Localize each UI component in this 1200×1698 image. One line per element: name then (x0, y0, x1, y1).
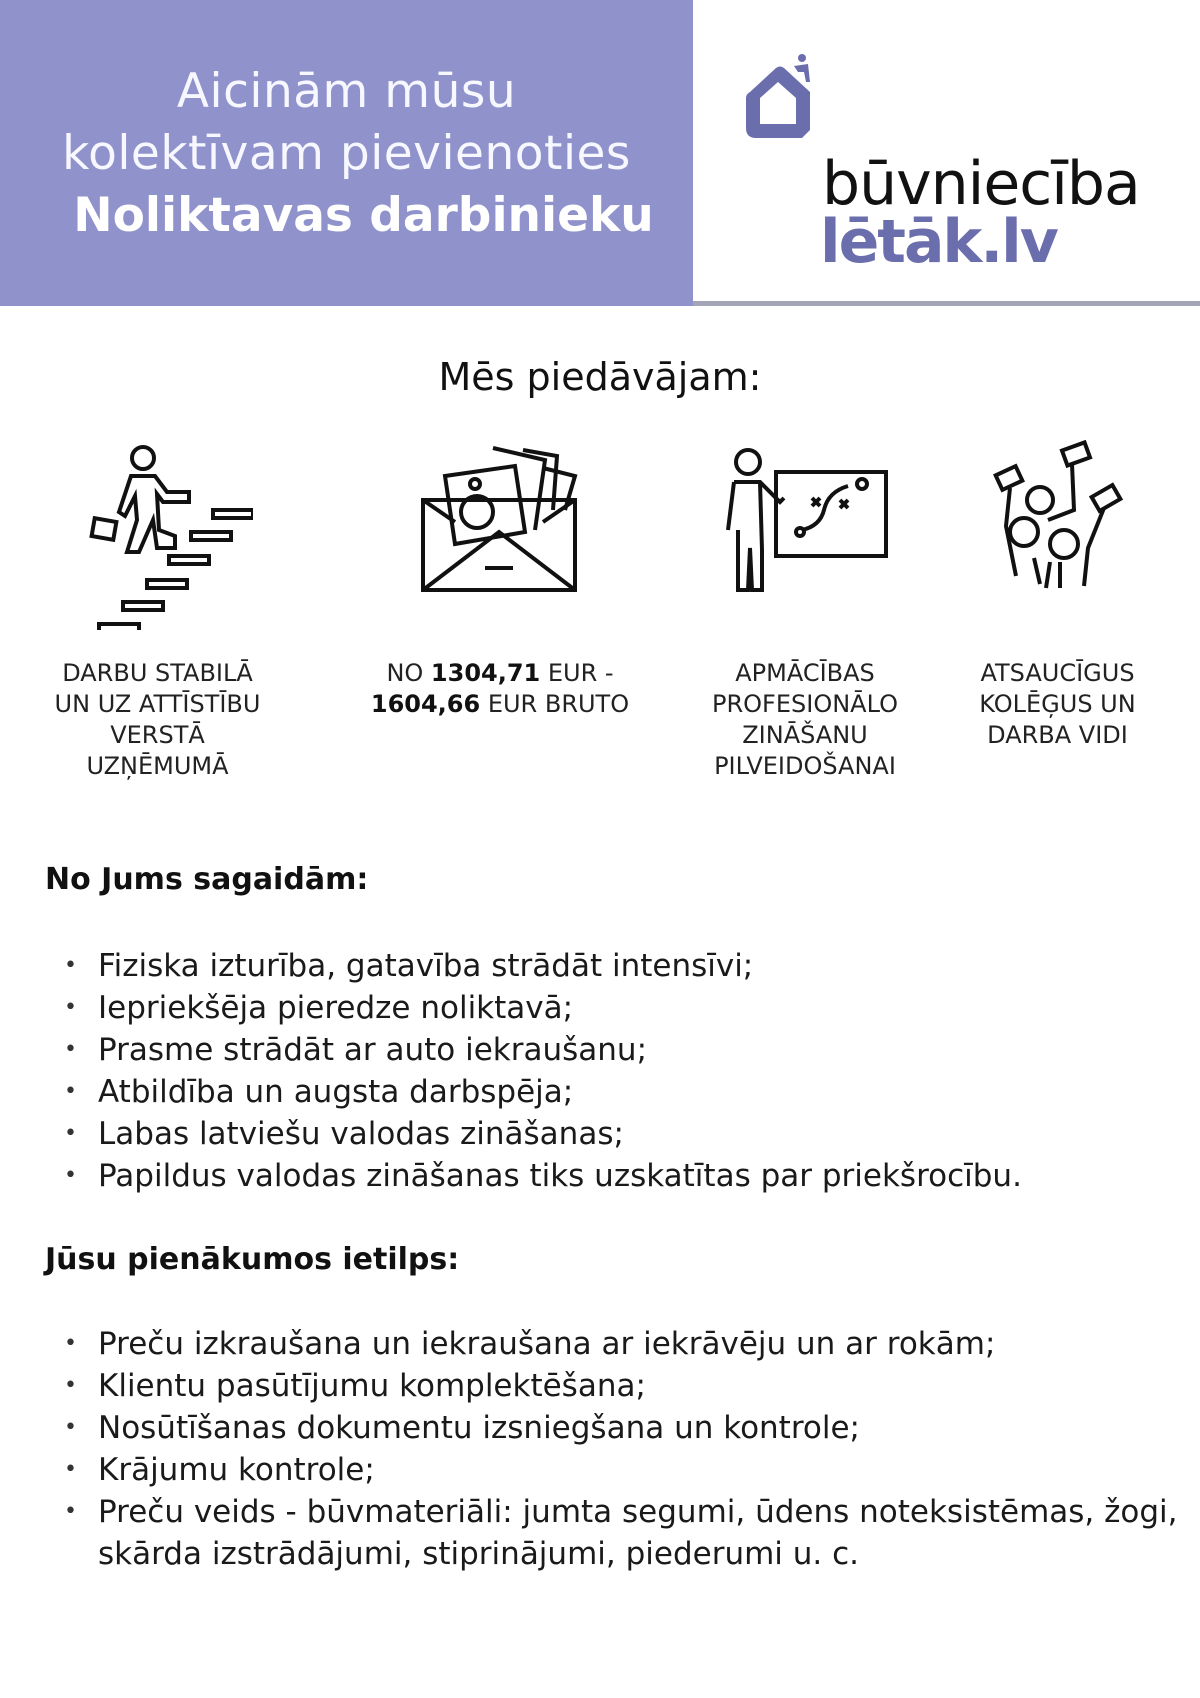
headline-panel (0, 0, 693, 306)
list-item: • Iepriekšēja pieredze noliktavā; (62, 987, 1022, 1029)
salary-to: 1604,66 (370, 690, 481, 718)
list-item: • Fiziska izturība, gatavība strādāt intensīvi; (62, 945, 1022, 987)
list-item: • Atbildība un augsta darbspēja; (62, 1071, 1022, 1113)
benefit-training (680, 440, 930, 780)
benefit-salary (340, 440, 660, 718)
list-item: • Klientu pasūtījumu komplektēšana; (62, 1365, 1182, 1407)
benefit-team (940, 440, 1175, 749)
benefit-text: ATSAUCĪGUS KOLĒĢUS UN DARBA VIDI (979, 659, 1136, 749)
teacher-whiteboard-icon (720, 440, 890, 610)
team-cheering-icon (978, 440, 1138, 610)
climbing-stairs-icon (63, 440, 253, 630)
duties-list (62, 1323, 1182, 1575)
list-item: • Papildus valodas zināšanas tiks uzskatītas par priekšrocību. (62, 1155, 1022, 1197)
list-item: • Nosūtīšanas dokumentu izsniegšana un kontrole; (62, 1407, 1182, 1449)
logo-text-letak: lētāk.lv (820, 207, 1057, 277)
list-item: • Preču veids - būvmateriāli: jumta segumi, ūdens noteksistēmas, žogi, skārda izstrādājumi, stiprinājumi, piederumi u. c. (62, 1491, 1182, 1575)
duties-title: Jūsu pienākumos ietilps: (45, 1242, 460, 1277)
benefit-text: DARBU STABILĀ UN UZ ATTĪSTĪBU VERSTĀ UZŅĒMUMĀ (54, 659, 261, 780)
benefit-text: NO 1304,71 EUR - 1604,66 EUR BRUTO (370, 659, 630, 718)
header-divider (693, 301, 1200, 306)
requirements-title: No Jums sagaidām: (45, 862, 369, 897)
benefit-text: APMĀCĪBAS PROFESIONĀLO ZINĀŠANU PILVEIDOŠANAI (712, 659, 898, 780)
logo-text-buvnieciba: būvniecība (822, 149, 1140, 219)
headline-line-1: Aicinām mūsu (176, 64, 517, 119)
list-item: • Preču izkraušana un iekraušana ar iekrāvēju un ar rokām; (62, 1323, 1182, 1365)
company-logo (742, 54, 1162, 277)
house-with-roofer-icon (742, 54, 822, 144)
list-item: • Labas latviešu valodas zināšanas; (62, 1113, 1022, 1155)
salary-from: 1304,71 (430, 659, 541, 687)
job-title: Noliktavas darbinieku (73, 188, 654, 243)
headline-line-2: kolektīvam pievienoties (62, 126, 631, 181)
list-item: • Prasme strādāt ar auto iekraušanu; (62, 1029, 1022, 1071)
offer-title: Mēs piedāvājam: (438, 355, 762, 399)
requirements-list (62, 945, 1022, 1197)
money-envelope-icon (415, 440, 585, 610)
header-banner (0, 0, 1200, 306)
list-item: • Krājumu kontrole; (62, 1449, 1182, 1491)
benefit-stability (35, 440, 280, 780)
